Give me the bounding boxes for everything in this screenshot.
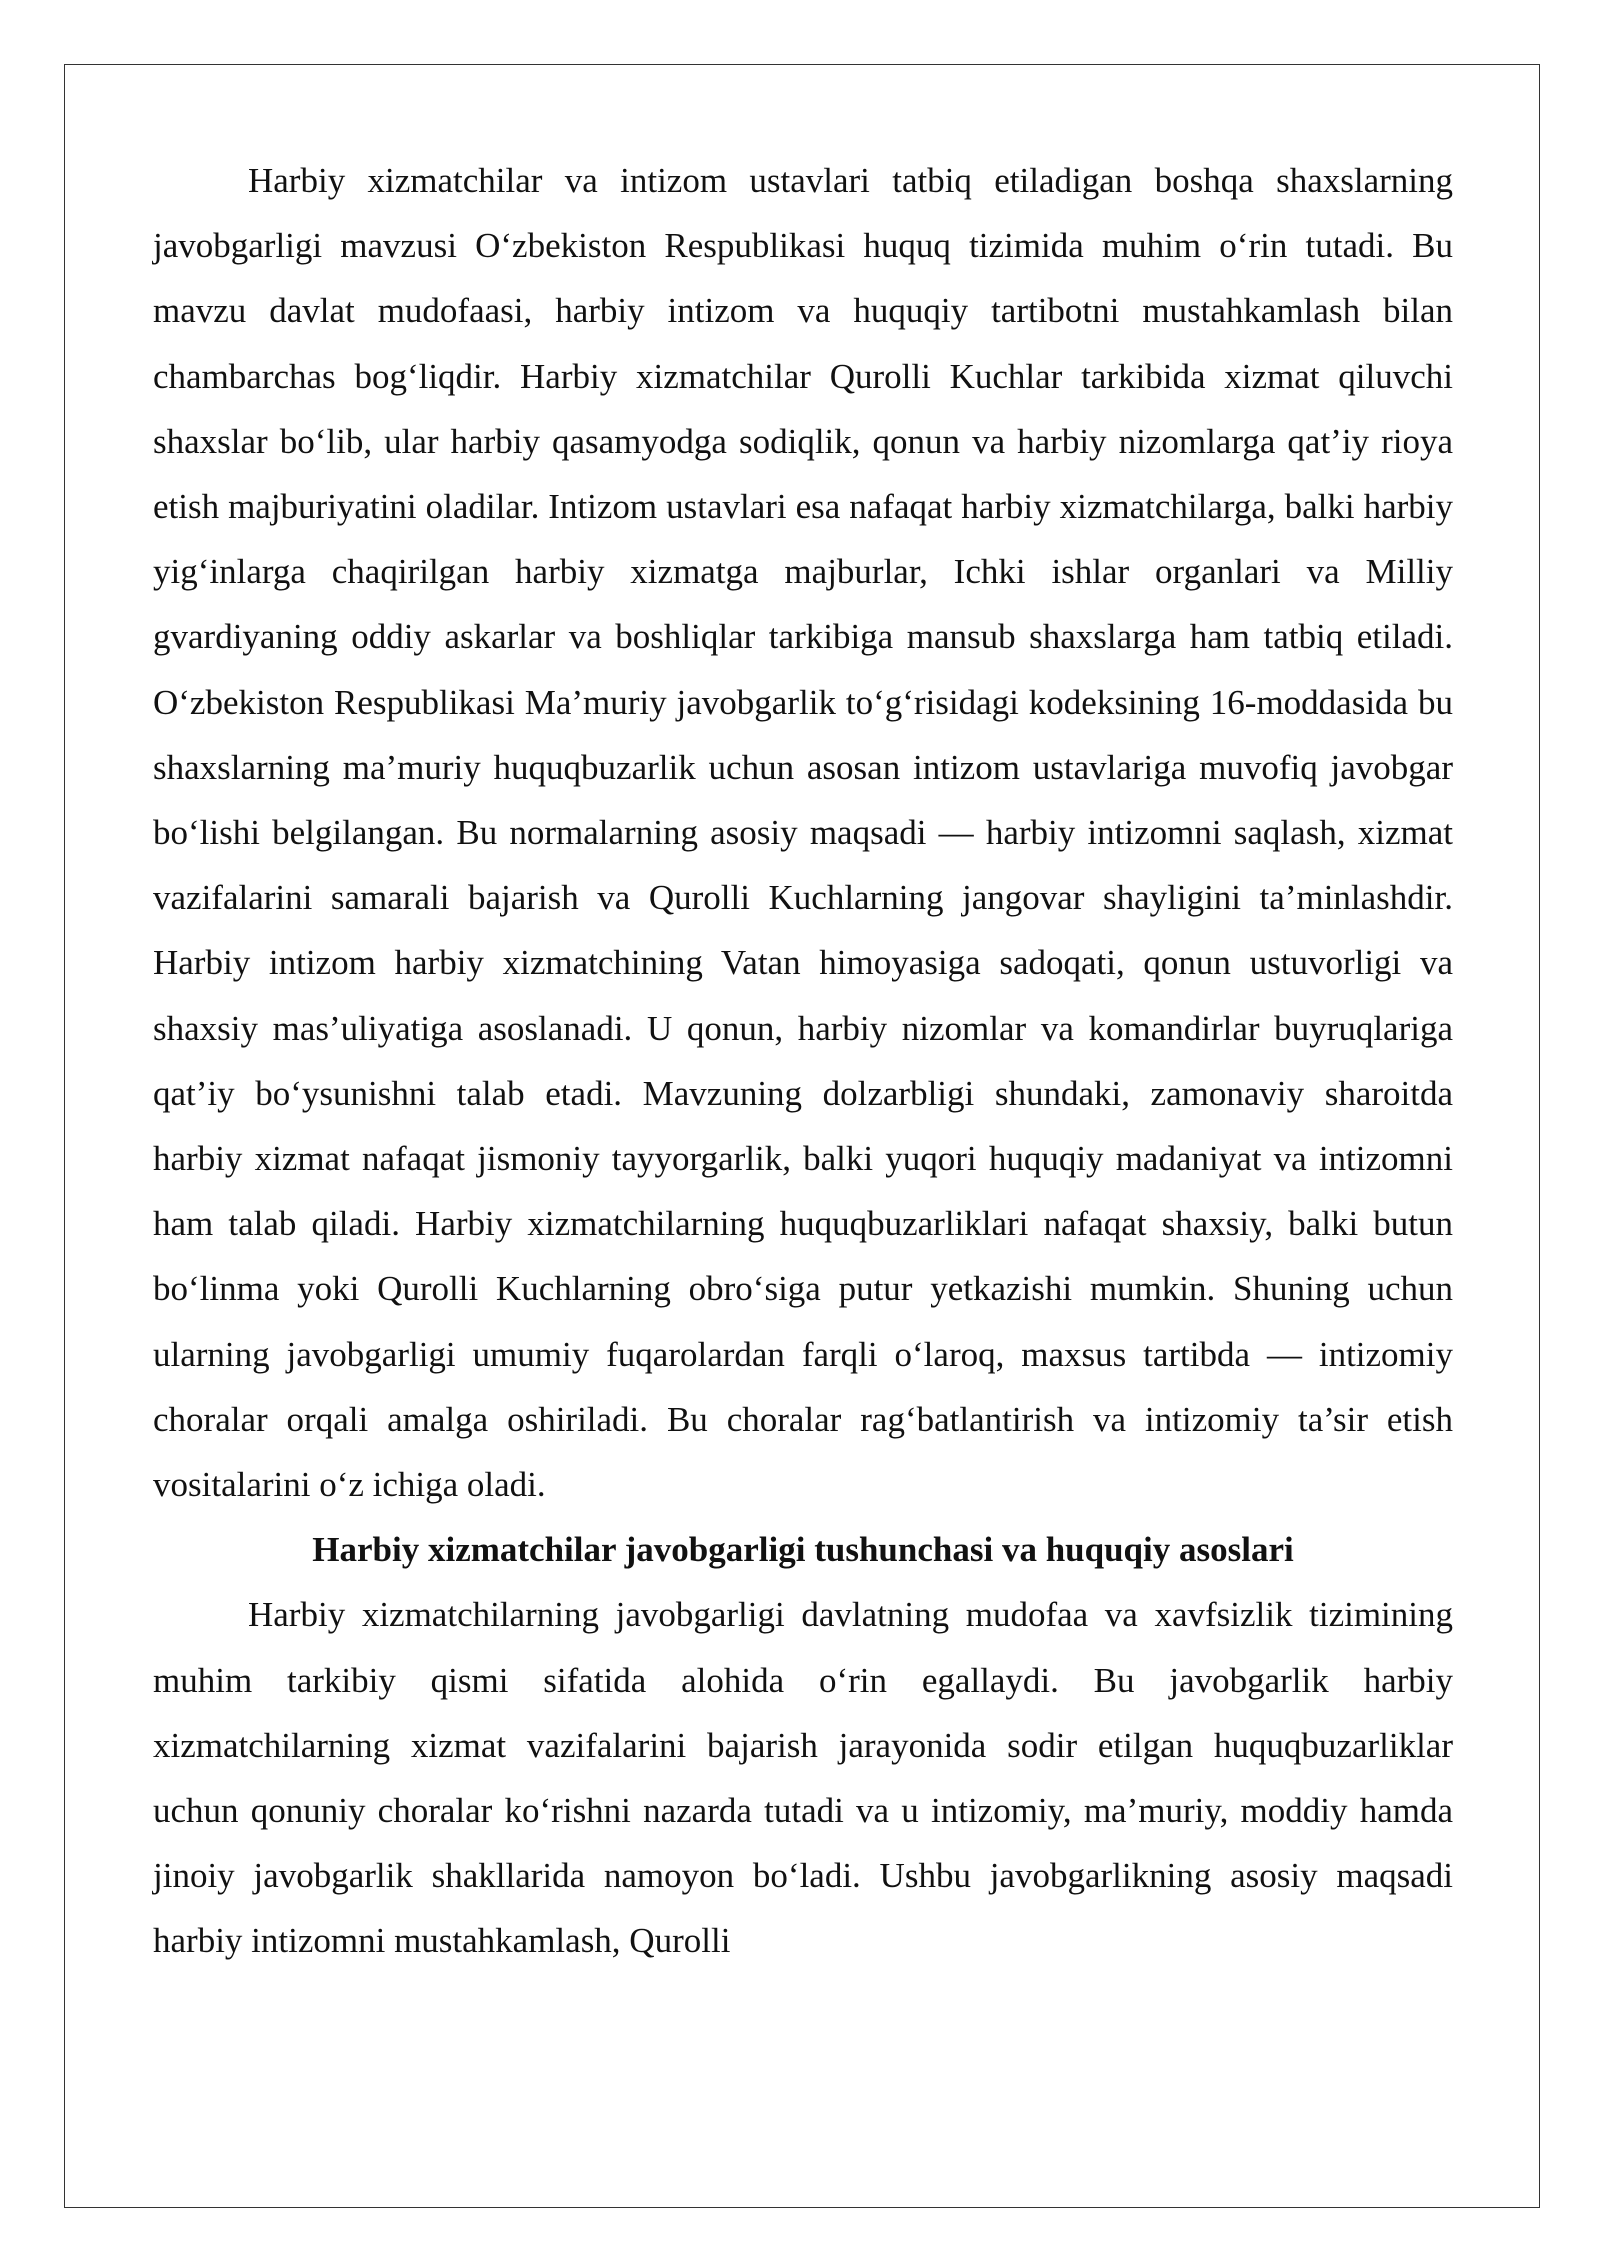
body-paragraph: Harbiy xizmatchilarning javobgarligi davlatning mudofaa va xavfsizlik tizimining muhim tarkibiy qismi sifatida alohida o‘rin egallaydi. Bu javobgarlik harbiy xizmatchilarning xizmat vazifalarini bajarish jarayonida sodir etilgan huquqbuzarliklar uchun qonuniy choralar ko‘rishni nazarda tutadi va u intizomiy, ma’muriy, moddiy hamda jinoiy javobgarlik shakllarida namoyon bo‘ladi. Ushbu javobgarlikning asosiy maqsadi harbiy intizomni mustahkamlash, Qurolli	[153, 1595, 1453, 1961]
document-body	[153, 148, 1453, 1974]
body-paragraph: Harbiy xizmatchilar va intizom ustavlari tatbiq etiladigan boshqa shaxslarning javobgarligi mavzusi O‘zbekiston Respublikasi huquq tizimida muhim o‘rin tutadi. Bu mavzu davlat mudofaasi, harbiy intizom va huquqiy tartibotni mustahkamlash bilan chambarchas bog‘liqdir. Harbiy xizmatchilar Qurolli Kuchlar tarkibida xizmat qiluvchi shaxslar bo‘lib, ular harbiy qasamyodga sodiqlik, qonun va harbiy nizomlarga qat’iy rioya etish majburiyatini oladilar. Intizom ustavlari esa nafaqat harbiy xizmatchilarga, balki harbiy yig‘inlarga chaqirilgan harbiy xizmatga majburlar, Ichki ishlar organlari va Milliy gvardiyaning oddiy askarlar va boshliqlar tarkibiga mansub shaxslarga ham tatbiq etiladi. O‘zbekiston Respublikasi Ma’muriy javobgarlik to‘g‘risidagi kodeksining 16-moddasida bu shaxslarning ma’muriy huquqbuzarlik uchun asosan intizom ustavlariga muvofiq javobgar bo‘lishi belgilangan. Bu normalarning asosiy maqsadi — harbiy intizomni saqlash, xizmat vazifalarini samarali bajarish va Qurolli Kuchlarning jangovar shayligini ta’minlashdir. Harbiy intizom harbiy xizmatchining Vatan himoyasiga sadoqati, qonun ustuvorligi va shaxsiy mas’uliyatiga asoslanadi. U qonun, harbiy nizomlar va komandirlar buyruqlariga qat’iy bo‘ysunishni talab etadi. Mavzuning dolzarbligi shundaki, zamonaviy sharoitda harbiy xizmat nafaqat jismoniy tayyorgarlik, balki yuqori huquqiy madaniyat va intizomni ham talab qiladi. Harbiy xizmatchilarning huquqbuzarliklari nafaqat shaxsiy, balki butun bo‘linma yoki Qurolli Kuchlarning obro‘siga putur yetkazishi mumkin. Shuning uchun ularning javobgarligi umumiy fuqarolardan farqli o‘laroq, maxsus tartibda — intizomiy choralar orqali amalga oshiriladi. Bu choralar rag‘batlantirish va intizomiy ta’sir etish vositalarini o‘z ichiga oladi.	[153, 161, 1453, 1505]
section-heading: Harbiy xizmatchilar javobgarligi tushunchasi va huquqiy asoslari	[312, 1530, 1294, 1570]
